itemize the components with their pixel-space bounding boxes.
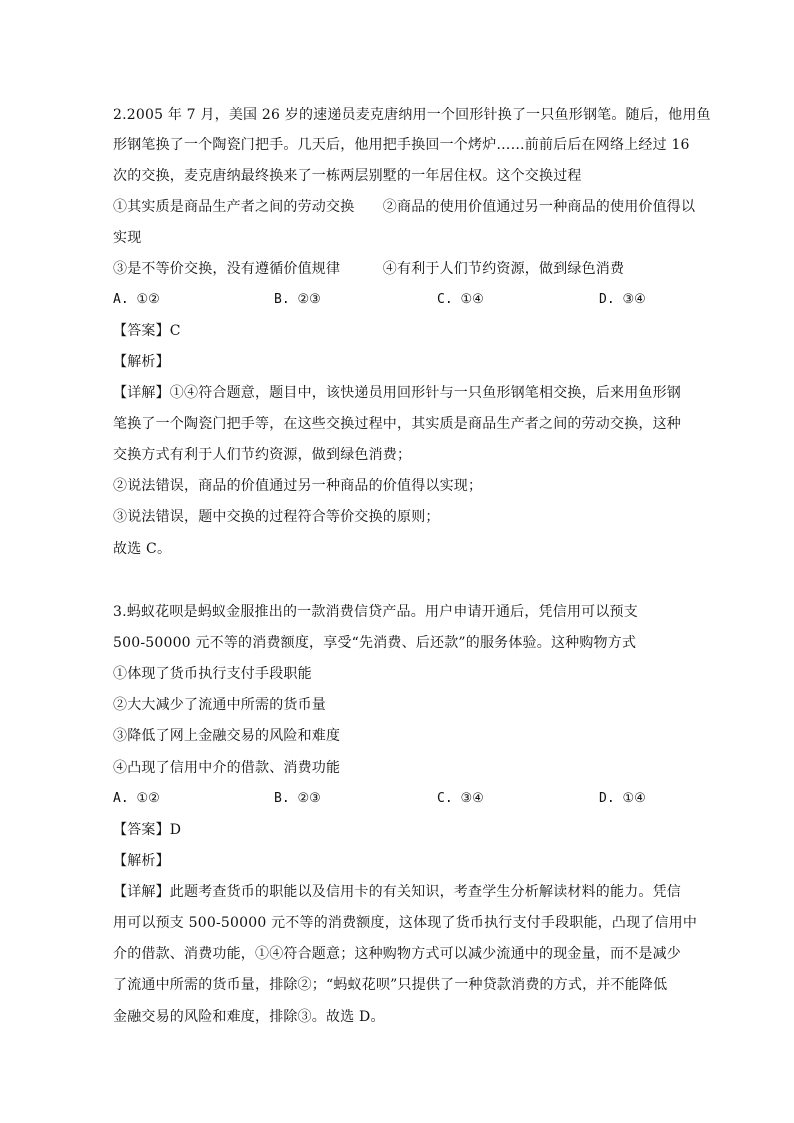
q2-option-b: B. ②③ [274,292,321,307]
q2-detail-line-1: 【详解】①④符合题意，题目中，该快递员用回形针与一只鱼形钢笔相交换，后来用鱼形钢 [113,385,681,401]
q2-detail-line-3: 交换方式有利于人们节约资源，做到绿色消费； [113,447,412,463]
q3-option-a: A. ①② [113,791,160,806]
q2-item-line-3: ③是不等价交换，没有遵循价值规律 ④有利于人们节约资源，做到绿色消费 [113,261,625,277]
q3-option-b: B. ②③ [274,791,321,806]
q3-item-1: ①体现了货币执行支付手段职能 [113,666,312,682]
q2-item-line-2: 实现 [113,230,142,246]
q3-item-4: ④凸现了信用中介的借款、消费功能 [113,760,341,776]
q3-option-d: D. ①④ [599,791,646,806]
q2-detail-line-2: 笔换了一个陶瓷门把手等，在这些交换过程中，其实质是商品生产者之间的劳动交换，这种 [113,416,681,432]
q3-item-3: ③降低了网上金融交易的风险和难度 [113,728,341,744]
q2-stem-line-1: 2.2005 年 7 月，美国 26 岁的速递员麦克唐纳用一个回形针换了一只鱼形钢笔。随后，他用鱼 [113,107,711,123]
q2-option-c: C. ①④ [437,292,484,307]
q2-option-d: D. ③④ [599,292,646,307]
q3-answer: 【答案】D [113,822,182,838]
q2-detail-line-6: 故选 C。 [113,541,172,557]
q2-stem-line-2: 形钢笔换了一个陶瓷门把手。几天后，他用把手换回一个烤炉……前前后后在网络上经过 16 [113,137,690,153]
q3-option-c: C. ③④ [437,791,484,806]
q3-detail-line-5: 金融交易的风险和难度，排除③。故选 D。 [113,1009,385,1025]
q2-option-a: A. ①② [113,292,160,307]
q2-answer: 【答案】C [113,323,181,339]
q2-detail-line-5: ③说法错误，题中交换的过程符合等价交换的原则； [113,509,440,525]
q3-detail-line-3: 介的借款、消费功能，①④符合题意；这种购物方式可以减少流通中的现金量，而不是减少 [113,946,681,962]
q3-item-2: ②大大减少了流通中所需的货币量 [113,697,326,713]
q2-item-line-1: ①其实质是商品生产者之间的劳动交换 ②商品的使用价值通过另一种商品的使用价值得以 [113,199,696,215]
q3-detail-line-4: 了流通中所需的货币量，排除②；“蚂蚁花呗”只提供了一种贷款消费的方式，并不能降低 [113,977,668,993]
q3-stem-line-1: 3.蚂蚁花呗是蚂蚁金服推出的一款消费信贷产品。用户申请开通后，凭信用可以预支 [113,604,638,620]
q3-stem-line-2: 500-50000 元不等的消费额度，享受“先消费、后还款”的服务体验。这种购物方式 [113,635,637,651]
q3-analysis-label: 【解析】 [113,853,170,869]
q3-detail-line-2: 用可以预支 500-50000 元不等的消费额度，这体现了货币执行支付手段职能，凸现了信用中 [113,915,698,931]
q2-stem-line-3: 次的交换，麦克唐纳最终换来了一栋两层别墅的一年居住权。这个交换过程 [113,168,582,184]
q2-analysis-label: 【解析】 [113,354,170,370]
q2-detail-line-4: ②说法错误，商品的价值通过另一种商品的价值得以实现； [113,478,483,494]
q3-detail-line-1: 【详解】此题考查货币的职能以及信用卡的有关知识，考查学生分析解读材料的能力。凭信 [113,884,681,900]
